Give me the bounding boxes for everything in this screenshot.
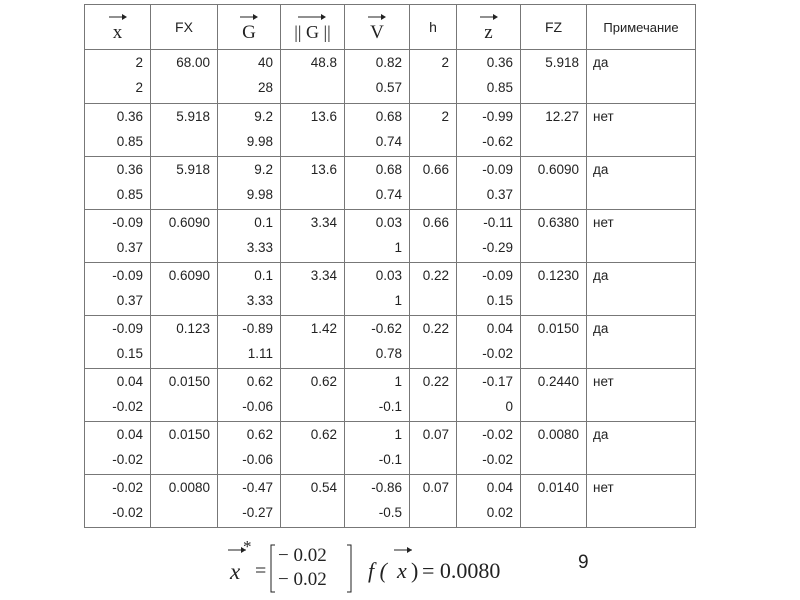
cell-value: 28 xyxy=(257,80,273,95)
matrix-row-2: − 0.02 xyxy=(278,569,327,590)
cell-value: 0.74 xyxy=(375,134,402,149)
cell-value: 1 xyxy=(394,427,402,442)
cell-value: 0.36 xyxy=(116,162,143,177)
cell-value: да xyxy=(593,55,609,70)
cell-value: 3.33 xyxy=(246,240,273,255)
cell-value: 0.68 xyxy=(375,162,402,177)
table-cell xyxy=(85,50,151,104)
cell-value: 0.37 xyxy=(486,187,513,202)
cell-value: 0.1 xyxy=(254,215,273,230)
cell-value: -0.1 xyxy=(378,452,402,467)
table-cell xyxy=(345,316,410,369)
table-cell xyxy=(587,475,696,528)
table-cell xyxy=(410,422,457,475)
table-cell xyxy=(218,263,281,316)
vector-arrow-icon xyxy=(239,13,259,21)
cell-value: -0.02 xyxy=(482,427,513,442)
table-cell xyxy=(457,50,521,104)
table-cell xyxy=(345,210,410,263)
cell-value: 0.6090 xyxy=(168,268,210,283)
cell-value: 13.6 xyxy=(310,109,337,124)
table-cell xyxy=(85,369,151,422)
vector-symbol: V xyxy=(370,13,384,42)
cell-value: да xyxy=(593,427,609,442)
table-cell xyxy=(281,475,345,528)
table-cell xyxy=(410,316,457,369)
equals-sign: = xyxy=(255,560,267,582)
cell-value: 1.42 xyxy=(310,321,337,336)
cell-value: 0.04 xyxy=(116,427,143,442)
cell-value: нет xyxy=(593,374,614,389)
results-table xyxy=(84,4,696,528)
cell-value: 5.918 xyxy=(176,162,210,177)
cell-value: 0.62 xyxy=(246,374,273,389)
table-cell xyxy=(457,422,521,475)
table-cell xyxy=(587,369,696,422)
cell-value: 0.15 xyxy=(116,346,143,361)
cell-value: 2 xyxy=(441,109,449,124)
f-value: = 0.0080 xyxy=(422,558,501,583)
cell-value: 0.62 xyxy=(310,427,337,442)
table-cell xyxy=(218,157,281,210)
cell-value: 0.36 xyxy=(116,109,143,124)
table-cell xyxy=(218,50,281,104)
cell-value: 1 xyxy=(394,293,402,308)
vector-symbol: G xyxy=(242,13,256,42)
table-cell xyxy=(85,157,151,210)
cell-value: да xyxy=(593,268,609,283)
cell-value: -0.06 xyxy=(242,399,273,414)
column-header-8 xyxy=(587,5,696,50)
table-cell xyxy=(85,316,151,369)
cell-value: 0.54 xyxy=(310,480,337,495)
table-cell xyxy=(218,316,281,369)
cell-value: 9.2 xyxy=(254,162,273,177)
cell-value: 0.82 xyxy=(375,55,402,70)
cell-value: нет xyxy=(593,109,614,124)
table-cell xyxy=(457,157,521,210)
table-cell xyxy=(410,210,457,263)
table-cell xyxy=(218,104,281,157)
cell-value: -0.02 xyxy=(112,480,143,495)
cell-value: 0.04 xyxy=(486,480,513,495)
header-label: FX xyxy=(175,19,193,35)
matrix-row-1: − 0.02 xyxy=(278,545,327,566)
cell-value: 0.15 xyxy=(486,293,513,308)
cell-value: -0.09 xyxy=(112,215,143,230)
cell-value: 0.0150 xyxy=(168,374,210,389)
f-suffix: ) xyxy=(411,558,419,583)
cell-value: 0.123 xyxy=(176,321,210,336)
cell-value: 0.66 xyxy=(422,215,449,230)
table-cell xyxy=(587,263,696,316)
cell-value: 3.33 xyxy=(246,293,273,308)
table-cell xyxy=(151,157,218,210)
cell-value: 0.04 xyxy=(116,374,143,389)
vector-symbol: z xyxy=(484,13,492,42)
table-cell xyxy=(85,422,151,475)
column-header-3 xyxy=(281,5,345,50)
cell-value: -0.29 xyxy=(482,240,513,255)
cell-value: 0.03 xyxy=(375,215,402,230)
cell-value: 0.04 xyxy=(486,321,513,336)
cell-value: 1 xyxy=(394,374,402,389)
cell-value: 0.62 xyxy=(310,374,337,389)
table-cell xyxy=(457,475,521,528)
cell-value: нет xyxy=(593,215,614,230)
table-cell xyxy=(85,210,151,263)
table-cell xyxy=(151,104,218,157)
cell-value: 0.6090 xyxy=(537,162,579,177)
table-cell xyxy=(521,157,587,210)
cell-value: 0.0140 xyxy=(537,480,579,495)
cell-value: 9.98 xyxy=(246,187,273,202)
cell-value: -0.09 xyxy=(112,321,143,336)
table-cell xyxy=(457,210,521,263)
cell-value: 0.07 xyxy=(422,480,449,495)
vector-arrow-icon xyxy=(479,13,499,21)
cell-value: 2 xyxy=(441,55,449,70)
table-cell xyxy=(521,422,587,475)
table-cell xyxy=(218,475,281,528)
cell-value: -0.47 xyxy=(242,480,273,495)
vector-arrow-icon xyxy=(108,13,128,21)
cell-value: 0.2440 xyxy=(537,374,579,389)
cell-value: 0.37 xyxy=(116,293,143,308)
cell-value: 0 xyxy=(505,399,513,414)
column-header-4 xyxy=(345,5,410,50)
cell-value: -0.02 xyxy=(112,399,143,414)
cell-value: -0.06 xyxy=(242,452,273,467)
cell-value: 0.6380 xyxy=(537,215,579,230)
table-cell xyxy=(345,104,410,157)
cell-value: 40 xyxy=(257,55,273,70)
table-cell xyxy=(281,157,345,210)
table-cell xyxy=(457,316,521,369)
table-cell xyxy=(345,263,410,316)
cell-value: -0.09 xyxy=(112,268,143,283)
cell-value: 0.0150 xyxy=(168,427,210,442)
table-cell xyxy=(151,369,218,422)
table-cell xyxy=(521,316,587,369)
cell-value: 5.918 xyxy=(545,55,579,70)
cell-value: -0.02 xyxy=(482,452,513,467)
cell-value: 0.66 xyxy=(422,162,449,177)
cell-value: 0.68 xyxy=(375,109,402,124)
cell-value: 0.07 xyxy=(422,427,449,442)
table-cell xyxy=(281,422,345,475)
cell-value: -0.09 xyxy=(482,268,513,283)
cell-value: -0.27 xyxy=(242,505,273,520)
table-cell xyxy=(151,475,218,528)
vector-arrow-icon xyxy=(297,13,327,21)
cell-value: 0.85 xyxy=(486,80,513,95)
table-cell xyxy=(345,157,410,210)
cell-value: 12.27 xyxy=(545,109,579,124)
vector-symbol: x xyxy=(113,13,123,42)
header-label: Примечание xyxy=(603,20,679,35)
table-cell xyxy=(521,210,587,263)
cell-value: 3.34 xyxy=(310,268,337,283)
header-row xyxy=(85,5,696,50)
cell-value: 5.918 xyxy=(176,109,210,124)
table-cell xyxy=(457,104,521,157)
cell-value: 13.6 xyxy=(310,162,337,177)
table-cell xyxy=(587,316,696,369)
table-cell xyxy=(521,475,587,528)
cell-value: 0.22 xyxy=(422,374,449,389)
table-cell xyxy=(151,210,218,263)
cell-value: 0.0150 xyxy=(537,321,579,336)
vector-symbol: || G || xyxy=(294,13,330,41)
cell-value: -0.02 xyxy=(482,346,513,361)
cell-value: -0.11 xyxy=(483,215,513,230)
table-row xyxy=(85,369,696,422)
cell-value: -0.09 xyxy=(482,162,513,177)
table-cell xyxy=(218,210,281,263)
table-cell xyxy=(345,50,410,104)
table-cell xyxy=(457,369,521,422)
table-row xyxy=(85,50,696,104)
page-number: 9 xyxy=(578,552,589,573)
table-cell xyxy=(345,422,410,475)
cell-value: 0.0080 xyxy=(168,480,210,495)
x-star-symbol: x xyxy=(230,559,241,584)
cell-value: 0.85 xyxy=(116,187,143,202)
cell-value: 3.34 xyxy=(310,215,337,230)
cell-value: 0.22 xyxy=(422,321,449,336)
cell-value: -0.86 xyxy=(371,480,402,495)
cell-value: 2 xyxy=(135,80,143,95)
result-formula xyxy=(222,537,522,598)
table-cell xyxy=(85,263,151,316)
column-header-7 xyxy=(521,5,587,50)
cell-value: 68.00 xyxy=(176,55,210,70)
table-cell xyxy=(281,50,345,104)
cell-value: -0.02 xyxy=(112,505,143,520)
table-cell xyxy=(587,422,696,475)
table-cell xyxy=(281,369,345,422)
cell-value: -0.99 xyxy=(482,109,513,124)
cell-value: 9.2 xyxy=(254,109,273,124)
table-cell xyxy=(457,263,521,316)
cell-value: 0.85 xyxy=(116,134,143,149)
table-cell xyxy=(521,104,587,157)
table-row xyxy=(85,316,696,369)
column-header-1 xyxy=(151,5,218,50)
cell-value: 0.03 xyxy=(375,268,402,283)
header-label: FZ xyxy=(544,19,563,35)
table-cell xyxy=(345,369,410,422)
table-cell xyxy=(218,369,281,422)
cell-value: -0.62 xyxy=(482,134,513,149)
f-prefix: f ( xyxy=(368,558,387,583)
cell-value: 0.1230 xyxy=(537,268,579,283)
table-cell xyxy=(587,157,696,210)
cell-value: 0.22 xyxy=(422,268,449,283)
cell-value: 0.0080 xyxy=(537,427,579,442)
column-header-2 xyxy=(218,5,281,50)
cell-value: 0.74 xyxy=(375,187,402,202)
cell-value: да xyxy=(593,162,609,177)
star-superscript: * xyxy=(243,537,252,556)
cell-value: 0.1 xyxy=(254,268,273,283)
cell-value: -0.5 xyxy=(378,505,402,520)
table-cell xyxy=(281,210,345,263)
cell-value: 2 xyxy=(135,55,143,70)
vector-arrow-icon xyxy=(367,13,387,21)
table-cell xyxy=(410,50,457,104)
cell-value: -0.62 xyxy=(371,321,402,336)
table-row xyxy=(85,210,696,263)
table-cell xyxy=(345,475,410,528)
cell-value: -0.1 xyxy=(378,399,402,414)
cell-value: 1.11 xyxy=(247,346,273,361)
cell-value: 0.37 xyxy=(116,240,143,255)
table-cell xyxy=(410,475,457,528)
cell-value: 9.98 xyxy=(246,134,273,149)
table-cell xyxy=(281,104,345,157)
cell-value: 0.02 xyxy=(486,505,513,520)
cell-value: 1 xyxy=(394,240,402,255)
table-cell xyxy=(281,263,345,316)
table-cell xyxy=(85,475,151,528)
cell-value: 48.8 xyxy=(310,55,337,70)
table-cell xyxy=(410,104,457,157)
cell-value: -0.02 xyxy=(112,452,143,467)
table-cell xyxy=(410,263,457,316)
column-header-5 xyxy=(410,5,457,50)
table-row xyxy=(85,475,696,528)
table-cell xyxy=(587,104,696,157)
table-cell xyxy=(521,369,587,422)
table-row xyxy=(85,263,696,316)
table-cell xyxy=(151,263,218,316)
table-cell xyxy=(151,50,218,104)
cell-value: -0.89 xyxy=(242,321,273,336)
table-row xyxy=(85,157,696,210)
table-cell xyxy=(410,157,457,210)
column-header-0 xyxy=(85,5,151,50)
table-row xyxy=(85,104,696,157)
table-cell xyxy=(85,104,151,157)
table-cell xyxy=(587,50,696,104)
cell-value: 0.57 xyxy=(375,80,402,95)
cell-value: да xyxy=(593,321,609,336)
table-cell xyxy=(151,422,218,475)
cell-value: 0.6090 xyxy=(168,215,210,230)
header-label: h xyxy=(429,19,437,35)
table-cell xyxy=(281,316,345,369)
column-header-6 xyxy=(457,5,521,50)
table-cell xyxy=(521,50,587,104)
table-cell xyxy=(587,210,696,263)
table-cell xyxy=(521,263,587,316)
table-cell xyxy=(218,422,281,475)
cell-value: 0.36 xyxy=(486,55,513,70)
cell-value: 0.62 xyxy=(246,427,273,442)
cell-value: 0.78 xyxy=(375,346,402,361)
table-cell xyxy=(151,316,218,369)
cell-value: нет xyxy=(593,480,614,495)
cell-value: -0.17 xyxy=(482,374,513,389)
table-cell xyxy=(410,369,457,422)
f-argument-x: x xyxy=(397,558,407,583)
table-row xyxy=(85,422,696,475)
